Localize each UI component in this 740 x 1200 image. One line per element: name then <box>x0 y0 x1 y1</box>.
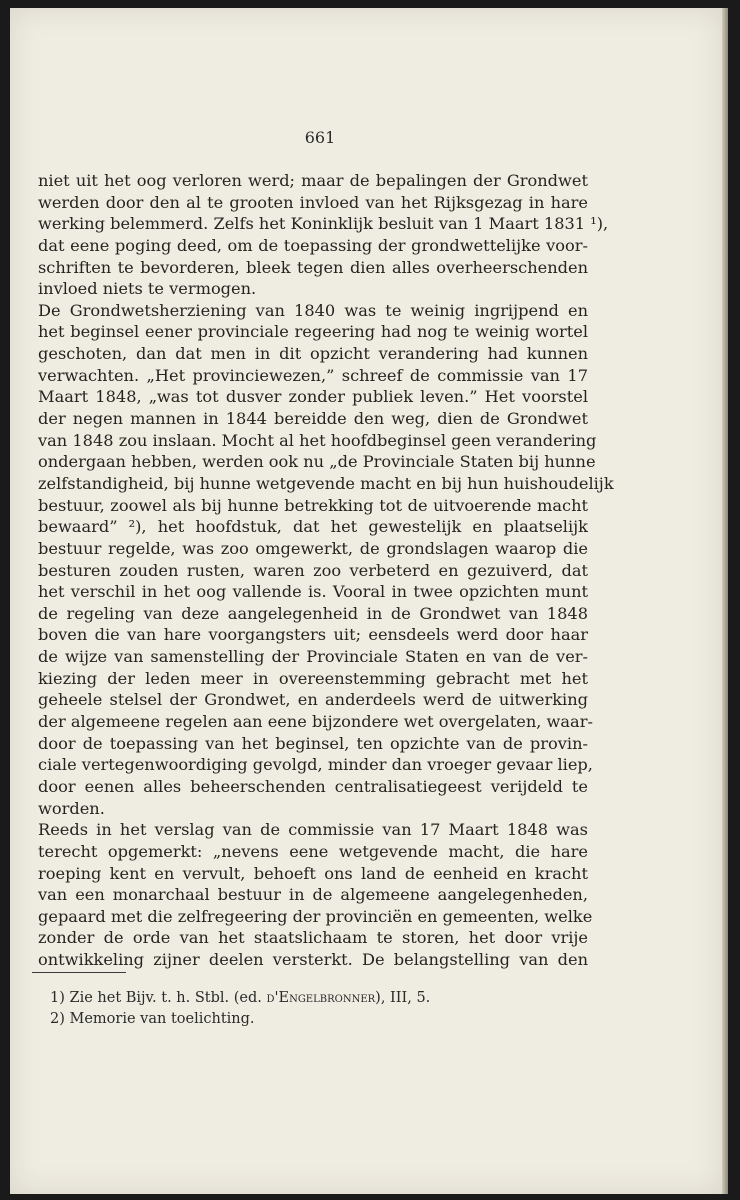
text-line: De Grondwetsherziening van 1840 was te weinig ingrijpend en <box>38 300 588 320</box>
text-line: bewaard” ²), het hoofdstuk, dat het gewestelijk en plaatselijk <box>38 517 588 537</box>
text-line: het verschil in het oog vallende is. Vooral in twee opzichten munt <box>38 582 588 602</box>
text-line: gepaard met die zelfregeering der provinciën en gemeenten, welke <box>38 906 593 926</box>
text-line: zonder de orde van het staatslichaam te storen, het door vrije <box>38 928 588 948</box>
text-line: geschoten, dan dat men in dit opzicht verandering had kunnen <box>38 344 588 364</box>
text-line: terecht opgemerkt: „nevens eene wetgevende macht, die hare <box>38 841 588 861</box>
text-line: niet uit het oog verloren werd; maar de bepalingen der Grondwet <box>38 171 588 190</box>
text-line: werden door den al te grooten invloed van het Rijksgezag in hare <box>38 192 588 212</box>
footnote-divider <box>32 972 126 973</box>
text-line: der negen mannen in 1844 bereidde den weg, dien de Grondwet <box>38 409 588 429</box>
body-text <box>38 170 614 971</box>
text-line: worden. <box>38 798 105 818</box>
text-line: van 1848 zou inslaan. Mocht al het hoofdbeginsel geen verandering <box>38 430 597 450</box>
text-line: boven die van hare voorgangsters uit; eensdeels werd door haar <box>38 625 588 645</box>
text-line: ciale vertegenwoordiging gevolgd, minder dan vroeger gevaar liep, <box>38 755 593 775</box>
text-line: verwachten. „Het provinciewezen,” schreef de commissie van 17 <box>38 365 588 385</box>
text-line: de wijze van samenstelling der Provinciale Staten en van de ver- <box>38 647 588 667</box>
text-line: door de toepassing van het beginsel, ten opzichte van de provin- <box>38 733 588 753</box>
text-line: van een monarchaal bestuur in de algemeene aangelegenheden, <box>38 885 588 905</box>
text-line: der algemeene regelen aan eene bijzondere wet overgelaten, waar- <box>38 712 593 732</box>
page-number: 661 <box>304 128 336 147</box>
text-line: ontwikkeling zijner deelen versterkt. De belangstelling van den <box>38 950 588 970</box>
footnotes <box>50 988 570 1030</box>
text-line: schriften te bevorderen, bleek tegen dien alles overheerschenden <box>38 257 588 277</box>
page-edge <box>722 8 728 1194</box>
text-line: bestuur, zoowel als bij hunne betrekking tot de uitvoerende macht <box>38 495 588 515</box>
text-line: werking belemmerd. Zelfs het Koninklijk besluit van 1 Maart 1831 ¹), <box>38 214 609 234</box>
text-line: het beginsel eener provinciale regeering had nog te weinig wortel <box>38 322 588 342</box>
text-line: Reeds in het verslag van de commissie van 17 Maart 1848 was <box>38 820 588 840</box>
text-line: zelfstandigheid, bij hunne wetgevende macht en bij hun huishoudelijk <box>38 473 614 493</box>
footnote-1: 1) Zie het Bijv. t. h. Stbl. (ed. d'Engelbronner), III, 5. <box>50 990 431 1006</box>
footnote-2: 2) Memorie van toelichting. <box>50 1011 255 1027</box>
text-line: ondergaan hebben, werden ook nu „de Provinciale Staten bij hunne <box>38 452 596 472</box>
text-line: geheele stelsel der Grondwet, en anderdeels werd de uitwerking <box>38 690 588 710</box>
text-line: Maart 1848, „was tot dusver zonder publiek leven.” Het voorstel <box>38 387 588 407</box>
text-line: invloed niets te vermogen. <box>38 279 257 299</box>
text-line: roeping kent en vervult, behoeft ons land de eenheid en kracht <box>38 863 588 883</box>
text-line: door eenen alles beheerschenden centralisatiegeest verijdeld te <box>38 776 588 796</box>
text-line: de regeling van deze aangelegenheid in de Grondwet van 1848 <box>38 603 588 623</box>
text-line: bestuur regelde, was zoo omgewerkt, de grondslagen waarop die <box>38 538 588 558</box>
text-line: kiezing der leden meer in overeenstemming gebracht met het <box>38 668 588 688</box>
text-line: dat eene poging deed, om de toepassing der grondwettelijke voor- <box>38 235 588 255</box>
text-line: besturen zouden rusten, waren zoo verbeterd en gezuiverd, dat <box>38 560 588 580</box>
